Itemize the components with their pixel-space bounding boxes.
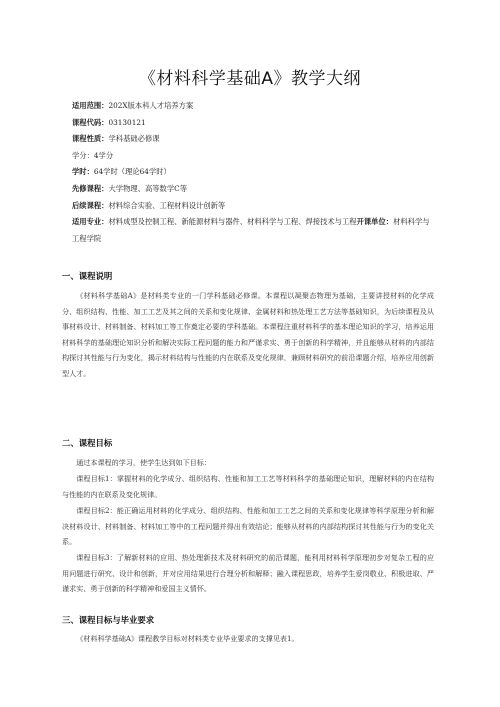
section-heading-3: 三、课程目标与毕业要求: [62, 615, 155, 625]
section-heading-2: 二、课程目标: [62, 438, 113, 448]
meta-prereq: 先修课程：大学物理、高等数学C等: [72, 183, 188, 193]
meta-code: 课程代码：03130121: [72, 117, 146, 127]
section-2-goal-3: 课程目标3：了解新材料的应用、热处理新技术及材料研究的前沿课题，能利用材料科学原理初步对复杂工程的应用问题进行研究、设计和创新，并对应用结果进行合理分析和解释；融入课程思政，培养学生爱岗敬业、积极进取、严谨求实、勇于创新的科学精神和爱国主义情怀。: [62, 553, 434, 594]
course-meta: [72, 98, 432, 247]
meta-scope: 适用范围：202X版本科人才培养方案: [72, 101, 194, 110]
section-2-goal-2: 课程目标2：能正确运用材料的化学成分、组织结构、性能和加工工艺之间的关系和变化规律等科学原理分析和解决材料设计、材料制备、材料加工等中的工程问题并得出有效结论；能够从材料的内部结构探讨其性能与行为的变化关系。: [62, 506, 434, 547]
section-2-goal-1: 课程目标1：掌握材料的化学成分、组织结构、性能和加工工艺等材料科学的基础理论知识，理解材料的内在结构与性能的内在联系及变化规律。: [62, 474, 434, 499]
section-1-paragraph: 《材料科学基础A》是材料类专业的一门学科基础必修课。本课程以凝聚态物理为基础，主要讲授材料的化学成分、组织结构、性能、加工工艺及其之间的关系和变化规律、金属材料和热处理工艺方法等基础知识，为后续课程及从事材料设计、材料制备、材料加工等工作奠定必要的学科基础。本课程注重材料科学的基本理论知识的学习，培养运用材料科学的基础理论知识分析和解决实际工程问题的能力和严谨求实、勇于创新的科学精神，并且能够从材料的内部结构探讨其性能与行为变化，揭示材料结构与性能的内在联系及变化规律，兼顾材料研究的前沿课题介绍，培养应用创新型人才。: [62, 291, 434, 378]
section-heading-1: 一、课程说明: [62, 271, 113, 281]
section-2-intro: 通过本课程的学习，使学生达到如下目标：: [76, 458, 211, 467]
document-title: 《材料科学基础A》教学大纲: [138, 69, 362, 89]
meta-followup: 后续课程：材料综合实验、工程材料设计创新等: [72, 200, 226, 210]
meta-nature: 课程性质：学科基础必修课: [72, 134, 160, 144]
section-3-paragraph: 《材料科学基础A》课程教学目标对材料类专业毕业要求的支撑见表1。: [76, 634, 299, 643]
meta-major-dept: 适用专业：材料成型及控制工程、新能源材料与器件、材料科学与工程、焊接技术与工程开课单位：材料科学与工程学院: [72, 217, 430, 243]
meta-hours: 学时：64学时（理论64学时）: [72, 167, 171, 177]
meta-credits: 学分：4学分: [72, 150, 114, 160]
